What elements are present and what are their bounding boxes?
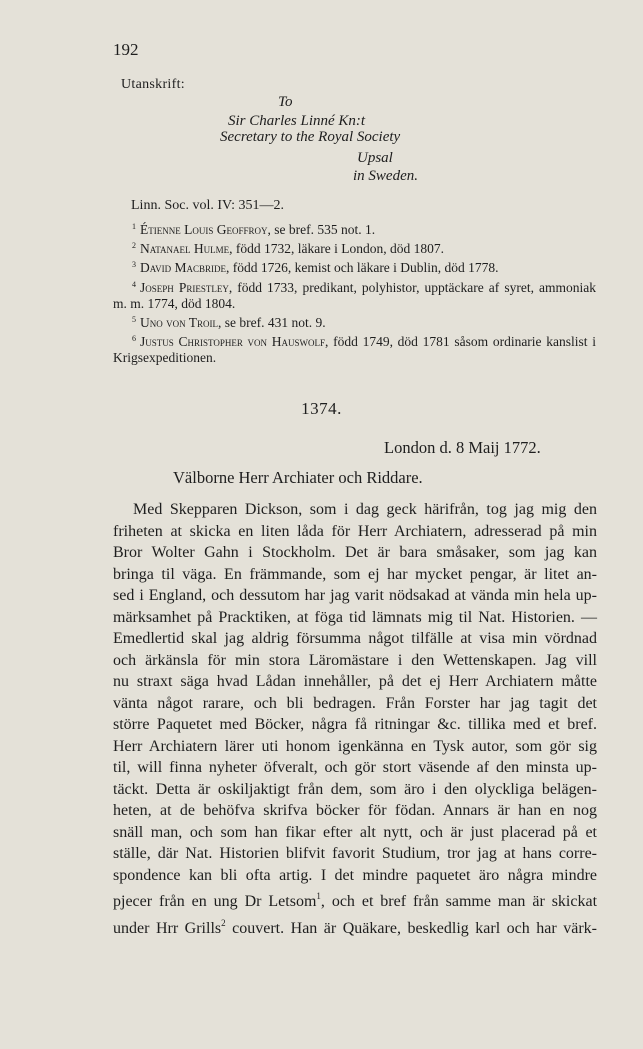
footnote-name: Uno von Troil — [140, 315, 218, 331]
footnote-name: Natanael Hulme — [140, 241, 230, 257]
body-line: snäll man, och som han fikar efter alt nytt, och är just placerad på et — [113, 823, 597, 841]
address-line: Secretary to the Royal Society — [220, 129, 401, 145]
footnote — [113, 238, 596, 257]
body-line: nu straxt säga hvad Lådan innehåller, på det ej Herr Archiatern måtte — [113, 673, 597, 690]
letter-date: London d. 8 Maij 1772. — [384, 438, 541, 457]
footnotes — [113, 219, 596, 367]
footnote-text: , född 1749, död 1781 såsom ordinarie kanslist i Krigsexpeditionen. — [113, 334, 596, 366]
footnote-number: 2 — [132, 241, 136, 251]
address-line: To — [278, 94, 293, 110]
body-line: ställe, där Nat. Historien blifvit favorit Studium, tror jag at hans corre- — [113, 845, 597, 862]
footnote-name: Justus Christopher von Hauswolf — [140, 334, 326, 350]
body-line-text: , och et bref från samme man är skickat — [320, 893, 598, 910]
footnote-name: David Macbride — [140, 260, 226, 276]
footnote — [113, 219, 596, 238]
footnote-number: 1 — [132, 222, 136, 231]
footnote-ref: 1 — [316, 891, 321, 901]
footnote-name: Étienne Louis Geoffroy — [140, 222, 268, 237]
utanskrift-label: Utanskrift: — [121, 77, 185, 92]
body-line — [113, 886, 597, 913]
body-line: täckt. Detta är oskiljaktigt från dem, som äro i den olyckliga belägen- — [113, 780, 597, 798]
footnote-number: 5 — [132, 315, 136, 325]
footnote — [113, 312, 596, 331]
body-line: sed i England, och dessutom har jag varit nödsakad at vända min hela up- — [113, 587, 597, 604]
body-line: större Paquetet med Böcker, några få ritningar &c. tillika med et bref. — [113, 716, 597, 733]
salutation: Välborne Herr Archiater och Riddare. — [173, 468, 423, 487]
footnote-number: 3 — [132, 260, 136, 270]
address-line: in Sweden. — [353, 168, 418, 184]
body-line: Herr Archiatern lärer uti honom igenkänna en Tysk autor, som gör sig — [113, 737, 597, 755]
footnote-text: , född 1726, kemist och läkare i Dublin, död 1778. — [225, 260, 499, 276]
footnote-text: , född 1733, predikant, polyhistor, upptäckare af syret, ammoniak m. m. 1774, död 1804. — [113, 279, 597, 311]
body-line: Bror Wolter Gahn i Stockholm. Det är bara småsaker, som jag kan — [113, 544, 597, 561]
body-line: Emedlertid skal jag aldrig försumma något tilfälle at visa min vördnad — [113, 630, 597, 647]
footnote-number: 4 — [132, 279, 136, 289]
letter-number: 1374. — [301, 399, 342, 418]
body-line: spondence kan bli ofta artig. I det mindre paquetet äro några mindre — [113, 866, 597, 884]
body-line-text: under Hrr Grills — [113, 919, 222, 937]
footnote — [113, 257, 596, 276]
footnote-number: 6 — [132, 334, 136, 344]
body-line: til, will finna nyheter öfveralt, och gör stort väsende af den minsta up- — [113, 759, 597, 776]
footnote-name: Joseph Priestley — [140, 279, 229, 295]
address-line: Upsal — [357, 150, 393, 166]
footnote-text: , se bref. 535 not. 1. — [267, 222, 376, 237]
footnote-ref: 2 — [221, 917, 226, 928]
body-line: och ärkänsla för min stora Läromästare i den Wettenskapen. Jag vill — [113, 651, 597, 669]
body-line: friheten at skicka en liten låda för Herr Archiatern, adresserad på min — [113, 522, 597, 540]
body-line: vänta något rarare, och bli bedragen. Från Forster har jag tagit det — [113, 694, 597, 712]
page-number: 192 — [113, 40, 139, 59]
body-line-text: pjecer från en ung Dr Letsom — [113, 893, 317, 910]
footnote — [113, 331, 596, 366]
footnote-text: , se bref. 431 not. 9. — [218, 315, 326, 331]
source-reference: Linn. Soc. vol. IV: 351—2. — [131, 198, 284, 213]
address-line: Sir Charles Linné Kn:t — [228, 113, 366, 129]
footnote-text: , född 1732, läkare i London, död 1807. — [229, 241, 444, 257]
footnote — [113, 277, 596, 312]
letter-body — [113, 499, 597, 939]
body-line: bringa til väga. En främmande, som ej har mycket pengar, är litet an- — [113, 565, 597, 583]
body-line: heten, at de behöfva skrifva böcker för födan. Annars är han en nog — [113, 802, 597, 819]
body-line — [113, 913, 597, 940]
body-line: märksamhet på Pracktiken, at föga tid lämnats mig til Nat. Historien. — — [113, 608, 597, 626]
body-line-text: couvert. Han är Quäkare, beskedlig karl och har värk- — [225, 919, 597, 937]
body-line: Med Skepparen Dickson, som i dag geck härifrån, tog jag mig den — [133, 501, 597, 518]
